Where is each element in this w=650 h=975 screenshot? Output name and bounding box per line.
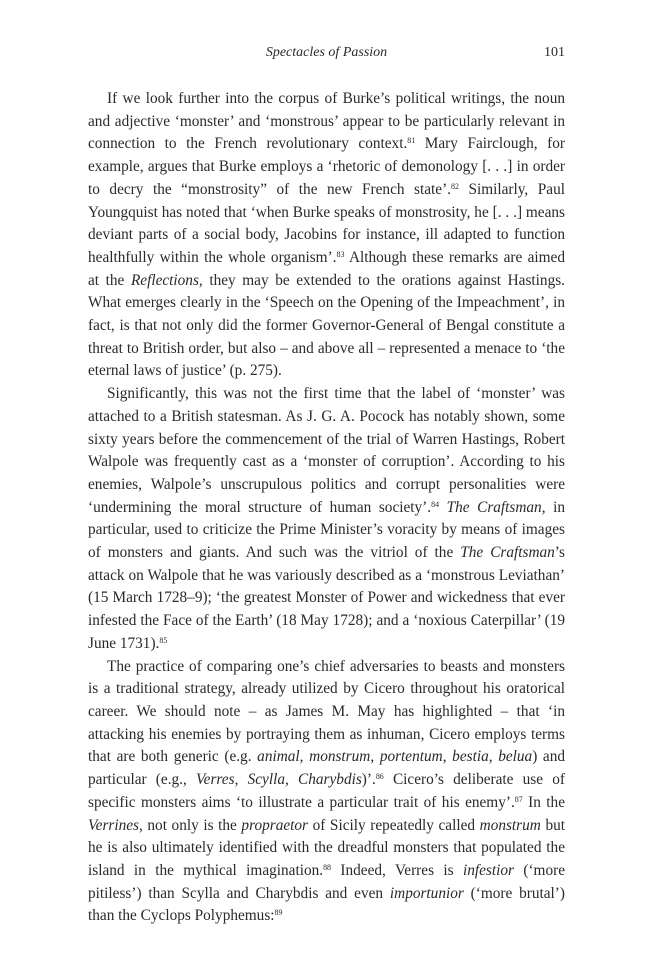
italic-text: Charybdis xyxy=(298,771,362,789)
italic-text: belua xyxy=(498,748,533,766)
text-run: ) and particular (e.g., xyxy=(88,748,566,789)
italic-text: The Craftsman xyxy=(460,544,555,562)
italic-text: importunior xyxy=(389,884,464,902)
body-text xyxy=(88,88,565,928)
text-run: Indeed, Verres is xyxy=(331,861,463,879)
text-run: If we look further into the corpus of Burke’s political writings, the noun and adjective ‘monster’ and ‘monstrous’ appear to be particularly relevant in connection to the French revolutionary context. xyxy=(88,90,565,153)
text-run: In the xyxy=(522,793,565,811)
text-run: , xyxy=(488,748,499,766)
text-run: , xyxy=(442,748,453,766)
text-run: , xyxy=(299,748,310,766)
text-run: Similarly, Paul Youngquist has noted that ‘when Burke speaks of monstrosity, he [. . .] means deviant parts of a social body, Jacobins for instance, ill adapted to function healthfully within the whole organism’. xyxy=(88,180,565,266)
italic-text: portentum xyxy=(379,748,443,766)
text-run: , xyxy=(285,771,299,789)
footnote-ref: 87 xyxy=(514,794,523,804)
italic-text: propraetor xyxy=(241,816,308,834)
text-run: (‘more pitiless’) than Scylla and Charybdis and even xyxy=(88,861,565,902)
italic-text: animal xyxy=(257,748,300,766)
italic-text: Reflections xyxy=(130,271,199,289)
footnote-ref: 85 xyxy=(159,635,168,645)
footnote-ref: 83 xyxy=(336,250,345,259)
footnote-ref: 88 xyxy=(323,862,332,872)
running-head xyxy=(88,45,565,65)
footnote-ref: 82 xyxy=(451,181,459,191)
italic-text: monstrum xyxy=(309,748,371,766)
italic-text: infestior xyxy=(462,861,514,879)
paragraph xyxy=(88,383,565,655)
paragraph xyxy=(88,88,565,383)
page-number: 101 xyxy=(544,45,565,60)
italic-text: Verres xyxy=(196,771,235,789)
text-run: Mary Fairclough, for example, argues that Burke employs a ‘rhetoric of demonology [. . .] in order to decry the “monstrosity” of the new French state’. xyxy=(88,135,565,198)
italic-text: monstrum xyxy=(479,816,541,834)
text-run: of Sicily repeatedly called xyxy=(308,816,480,834)
text-run: , xyxy=(370,748,380,766)
text-run: (‘more brutal’) than the Cyclops Polyphemus: xyxy=(88,884,565,925)
text-run: Cicero’s deliberate use of specific monsters aims ‘to illustrate a particular trait of his enemy’. xyxy=(88,771,565,811)
text-run: Although these remarks are aimed at the xyxy=(88,248,565,289)
footnote-ref: 89 xyxy=(274,908,283,918)
footnote-ref: 84 xyxy=(431,499,440,509)
text-run: , xyxy=(234,771,248,789)
paragraph xyxy=(88,656,565,928)
italic-text: The Craftsman xyxy=(446,498,542,516)
text-run: The practice of comparing one’s chief adversaries to beasts and monsters is a traditional strategy, already utilized by Cicero throughout his oratorical career. We should note – as James M. May has highlighted – that ‘in attacking his enemies by portraying them as inhuman, Cicero employs terms that are both generic (e.g. xyxy=(88,657,565,766)
running-title: Spectacles of Passion xyxy=(265,45,388,60)
text-run: )’. xyxy=(361,771,376,789)
text-run: , not only is the xyxy=(138,816,242,834)
text-run: , in particular, used to criticize the Prime Minister’s voracity by means of images of monsters and giants. And such was the vitriol of the xyxy=(88,498,565,562)
text-run: Significantly, this was not the first time that the label of ‘monster’ was attached to a British statesman. As J. G. A. Pocock has notably shown, some sixty years before the commencement of the trial of Warren Hastings, Robert Walpole was frequently cast as a ‘monster of corruption’. According to his enemies, Walpole’s unscrupulous politics and corrupt personalities were ‘undermining the moral structure of human society’. xyxy=(88,385,565,516)
footnote-ref: 81 xyxy=(407,136,416,146)
footnote-ref: 86 xyxy=(375,772,384,782)
text-run: but he is also ultimately identified with the dreadful monsters that populated the island in the mythical imagination. xyxy=(88,816,565,879)
text-run: ’s attack on Walpole that he was variously described as a ‘monstrous Leviathan’ (15 March 1728–9); ‘the greatest Monster of Power and wickedness that ever infested the Face of the Earth’ (18 May 1728); and a ‘noxious Caterpillar’ (19 June 1731). xyxy=(88,544,565,652)
italic-text: Scylla xyxy=(247,771,285,789)
text-run xyxy=(439,499,447,516)
italic-text: Verrines xyxy=(88,816,139,834)
text-run: , they may be extended to the orations against Hastings. What emerges clearly in the ‘Speech on the Opening of the Impeachment’, in fact, is that not only did the former Governor-General of Bengal constitute a threat to British order, but also – and above all – represented a menace to ‘the eternal laws of justice’ (p. 275). xyxy=(88,271,565,380)
italic-text: bestia xyxy=(452,748,489,766)
